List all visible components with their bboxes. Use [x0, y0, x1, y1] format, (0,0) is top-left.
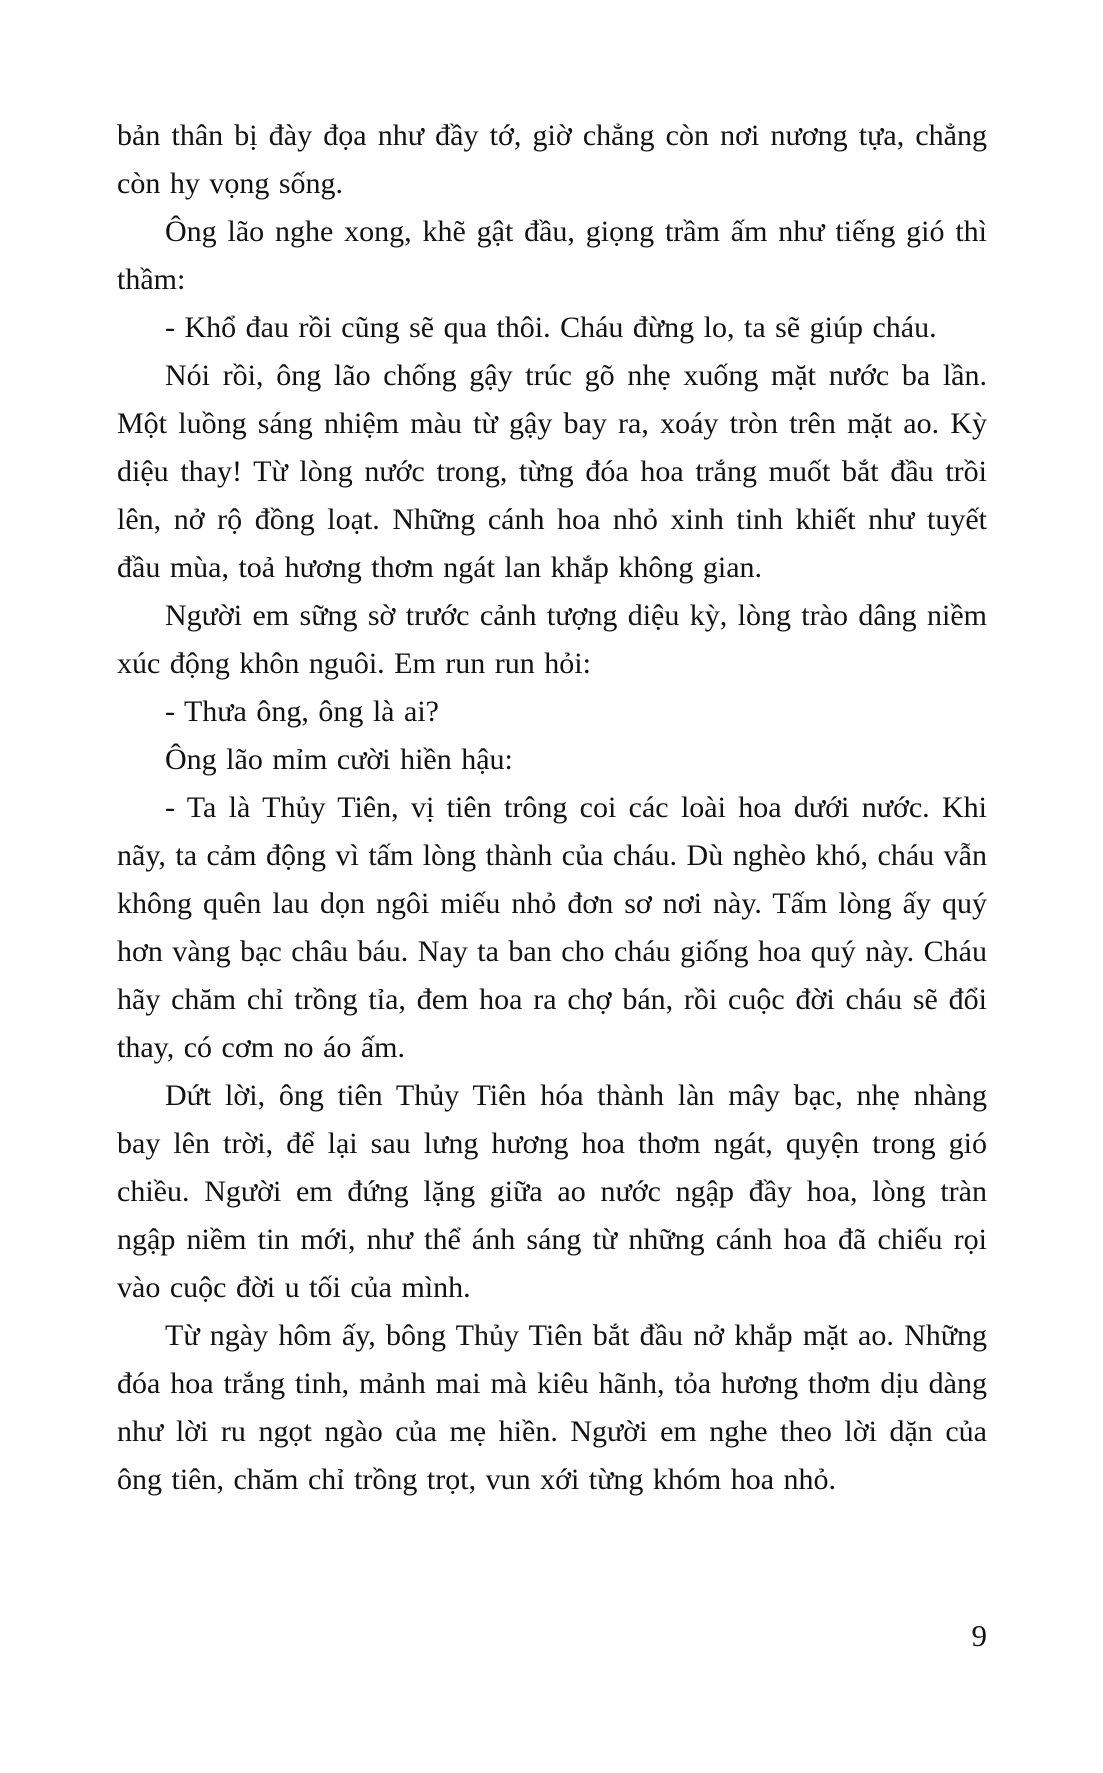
paragraph: Dứt lời, ông tiên Thủy Tiên hóa thành làn mây bạc, nhẹ nhàng bay lên trời, để lại sau lưng hương hoa thơm ngát, quyện trong gió chiều. Người em đứng lặng giữa ao nước ngập đầy hoa, lòng tràn ngập niềm tin mới, như thể ánh sáng từ những cánh hoa đã chiếu rọi vào cuộc đời u tối của mình. [117, 1079, 987, 1304]
page-number: 9 [971, 1618, 987, 1653]
paragraph: bản thân bị đày đọa như đầy tớ, giờ chẳng còn nơi nương tựa, chẳng còn hy vọng sống. [117, 119, 987, 200]
dialogue-paragraph: - Thưa ông, ông là ai? [165, 695, 439, 728]
paragraph: Nói rồi, ông lão chống gậy trúc gõ nhẹ xuống mặt nước ba lần. Một luồng sáng nhiệm màu từ gậy bay ra, xoáy tròn trên mặt ao. Kỳ diệu thay! Từ lòng nước trong, từng đóa hoa trắng muốt bắt đầu trồi lên, nở rộ đồng loạt. Những cánh hoa nhỏ xinh tinh khiết như tuyết đầu mùa, toả hương thơm ngát lan khắp không gian. [117, 359, 987, 584]
dialogue-paragraph: - Ta là Thủy Tiên, vị tiên trông coi các loài hoa dưới nước. Khi nãy, ta cảm động vì tấm lòng thành của cháu. Dù nghèo khó, cháu vẫn không quên lau dọn ngôi miếu nhỏ đơn sơ nơi này. Tấm lòng ấy quý hơn vàng bạc châu báu. Nay ta ban cho cháu giống hoa quý này. Cháu hãy chăm chỉ trồng tỉa, đem hoa ra chợ bán, rồi cuộc đời cháu sẽ đổi thay, có cơm no áo ấm. [117, 791, 987, 1064]
story-text-block [117, 112, 987, 1504]
paragraph: Từ ngày hôm ấy, bông Thủy Tiên bắt đầu nở khắp mặt ao. Những đóa hoa trắng tinh, mảnh mai mà kiêu hãnh, tỏa hương thơm dịu dàng như lời ru ngọt ngào của mẹ hiền. Người em nghe theo lời dặn của ông tiên, chăm chỉ trồng trọt, vun xới từng khóm hoa nhỏ. [117, 1319, 987, 1496]
paragraph: Ông lão nghe xong, khẽ gật đầu, giọng trầm ấm như tiếng gió thì thầm: [117, 215, 987, 296]
paragraph: Ông lão mỉm cười hiền hậu: [165, 743, 513, 776]
paragraph: Người em sững sờ trước cảnh tượng diệu kỳ, lòng trào dâng niềm xúc động khôn nguôi. Em run run hỏi: [117, 599, 987, 680]
dialogue-paragraph: - Khổ đau rồi cũng sẽ qua thôi. Cháu đừng lo, ta sẽ giúp cháu. [165, 311, 937, 344]
